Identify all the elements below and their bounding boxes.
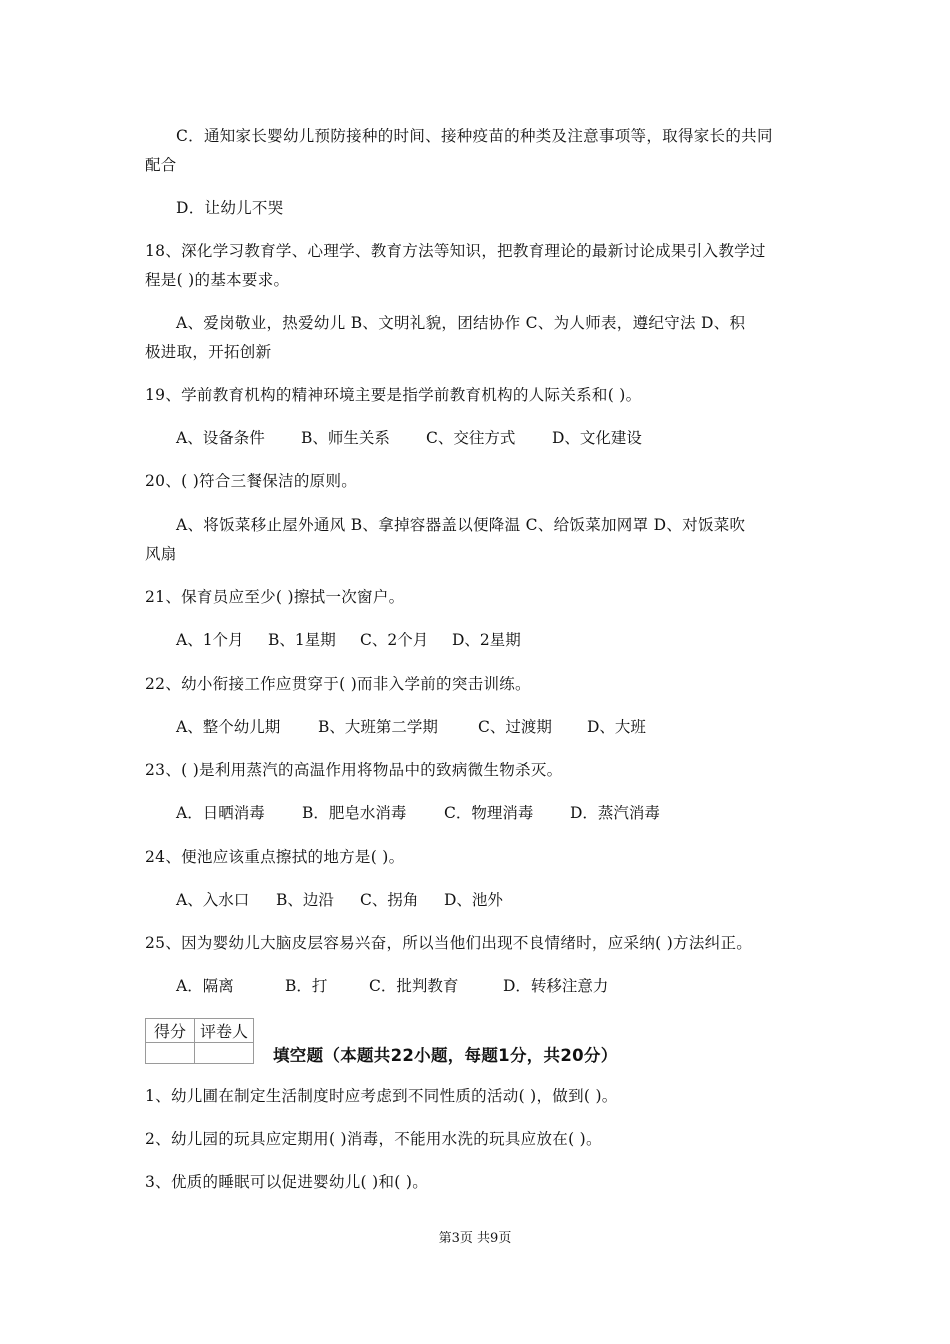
q23-options bbox=[176, 799, 660, 828]
q24-question: 24、便池应该重点擦拭的地方是( )。 bbox=[145, 848, 405, 866]
q22-options bbox=[176, 713, 646, 742]
q22-option-c: C、过渡期 bbox=[478, 718, 552, 736]
q17-option-c-line2: 配合 bbox=[145, 156, 177, 174]
q24-option-c: C、拐角 bbox=[360, 891, 419, 909]
q21-option-b: B、1星期 bbox=[268, 631, 336, 649]
q19-question: 19、学前教育机构的精神环境主要是指学前教育机构的人际关系和( )。 bbox=[145, 386, 642, 404]
q18-line1: 18、深化学习教育学、心理学、教育方法等知识，把教育理论的最新讨论成果引入教学过 bbox=[145, 242, 766, 260]
section-title: 填空题（本题共22小题，每题1分，共20分） bbox=[273, 1046, 618, 1065]
q22-option-b: B、大班第二学期 bbox=[318, 718, 438, 736]
q22-option-a: A、整个幼儿期 bbox=[176, 718, 281, 736]
q23-option-b: B．肥皂水消毒 bbox=[302, 804, 407, 822]
q19-options bbox=[176, 424, 642, 453]
page-footer: 第3页 共9页 bbox=[438, 1231, 512, 1246]
q21-question: 21、保育员应至少( )擦拭一次窗户。 bbox=[145, 588, 405, 606]
q25-options bbox=[176, 972, 608, 1001]
q25-option-d: D．转移注意力 bbox=[503, 977, 609, 995]
q21-option-d: D、2星期 bbox=[452, 631, 521, 649]
q24-option-d: D、池外 bbox=[444, 891, 503, 909]
q18-options-line1: A、爱岗敬业，热爱幼儿 B、文明礼貌，团结协作 C、为人师表，遵纪守法 D、积 bbox=[176, 314, 746, 332]
q22-question: 22、幼小衔接工作应贯穿于( )而非入学前的突击训练。 bbox=[145, 675, 531, 693]
score-table bbox=[145, 1018, 254, 1064]
q25-option-b: B．打 bbox=[285, 977, 328, 995]
q19-option-a: A、设备条件 bbox=[176, 429, 265, 447]
q25-question: 25、因为婴幼儿大脑皮层容易兴奋，所以当他们出现不良情绪时，应采纳( )方法纠正。 bbox=[145, 934, 753, 952]
fill-question-3: 3、优质的睡眠可以促进婴幼儿( )和( )。 bbox=[145, 1173, 429, 1191]
fill-question-1: 1、幼儿圃在制定生活制度时应考虑到不同性质的活动( )，做到( )。 bbox=[145, 1087, 618, 1105]
q21-option-c: C、2个月 bbox=[360, 631, 429, 649]
q23-question: 23、( )是利用蒸汽的高温作用将物品中的致病微生物杀灭。 bbox=[145, 761, 563, 779]
q25-option-c: C．批判教育 bbox=[369, 977, 459, 995]
q19-option-d: D、文化建设 bbox=[552, 429, 642, 447]
q21-option-a: A、1个月 bbox=[176, 631, 244, 649]
q22-option-d: D、大班 bbox=[587, 718, 646, 736]
q18-options-line2: 极进取，开拓创新 bbox=[145, 343, 272, 361]
q19-option-c: C、交往方式 bbox=[426, 429, 516, 447]
q19-option-b: B、师生关系 bbox=[301, 429, 390, 447]
q23-option-c: C．物理消毒 bbox=[444, 804, 534, 822]
q20-question: 20、( )符合三餐保洁的原则。 bbox=[145, 472, 358, 490]
q17-option-d: D．让幼儿不哭 bbox=[176, 199, 284, 217]
q17-option-c-line1: C．通知家长婴幼儿预防接种的时间、接种疫苗的种类及注意事项等，取得家长的共同 bbox=[176, 127, 773, 145]
q23-option-d: D．蒸汽消毒 bbox=[570, 804, 660, 822]
grader-cell bbox=[195, 1043, 254, 1064]
q24-options bbox=[176, 886, 503, 915]
q24-option-a: A、入水口 bbox=[176, 891, 250, 909]
q20-options-line2: 风扇 bbox=[145, 545, 177, 563]
grader-label: 评卷人 bbox=[195, 1019, 254, 1043]
q20-options-line1: A、将饭菜移止屋外通风 B、拿掉容器盖以便降温 C、给饭菜加网罩 D、对饭菜吹 bbox=[176, 516, 746, 534]
q24-option-b: B、边沿 bbox=[276, 891, 334, 909]
q18-line2: 程是( )的基本要求。 bbox=[145, 271, 290, 289]
q25-option-a: A．隔离 bbox=[176, 977, 234, 995]
score-label: 得分 bbox=[146, 1019, 195, 1043]
score-cell bbox=[146, 1043, 195, 1064]
fill-question-2: 2、幼儿园的玩具应定期用( )消毒，不能用水洗的玩具应放在( )。 bbox=[145, 1130, 602, 1148]
q23-option-a: A．日晒消毒 bbox=[176, 804, 265, 822]
q21-options bbox=[176, 626, 521, 655]
